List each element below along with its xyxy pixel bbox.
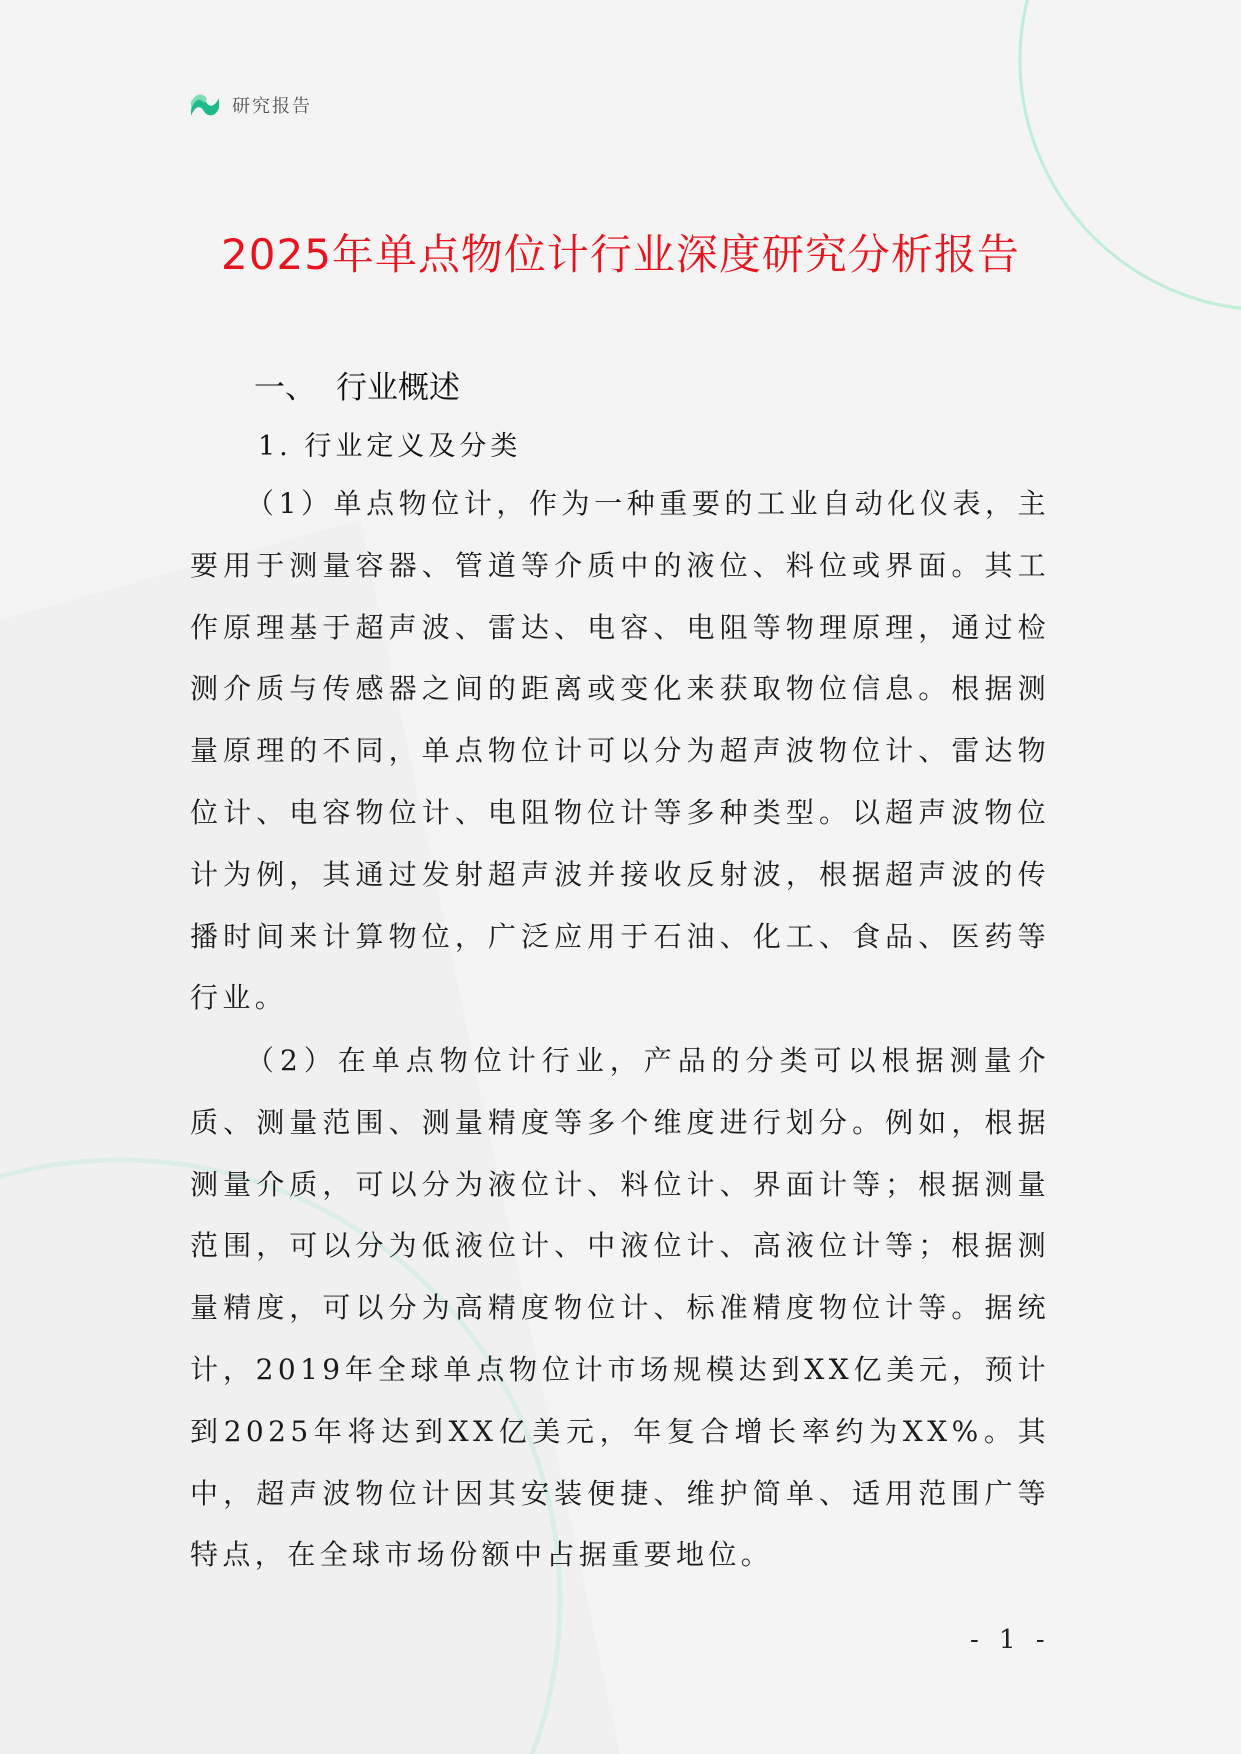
logo-icon xyxy=(188,88,222,122)
section-title: 行业概述 xyxy=(336,370,460,406)
paragraph-2: （2）在单点物位计行业，产品的分类可以根据测量介质、测量范围、测量精度等多个维度进行划分。例如，根据测量介质，可以分为液位计、料位计、界面计等；根据测量范围，可以分为低液位计、中液位计、高液位计等；根据测量精度，可以分为高精度物位计、标准精度物位计等。据统计，2019年全球单点物位计市场规模达到XX亿美元，预计到2025年将达到XX亿美元，年复合增长率约为XX%。其中，超声波物位计因其安装便捷、维护简单、适用范围广等特点，在全球市场份额中占据重要地位。 xyxy=(190,1044,1050,1572)
section-heading xyxy=(254,362,460,407)
header-label: 研究报告 xyxy=(232,96,312,117)
page-number: - 1 - xyxy=(970,1625,1051,1655)
section-number: 一、 xyxy=(254,370,316,406)
paragraph-1: （1）单点物位计，作为一种重要的工业自动化仪表，主要用于测量容器、管道等介质中的液位、料位或界面。其工作原理基于超声波、雷达、电容、电阻等物理原理，通过检测介质与传感器之间的距离或变化来获取物位信息。根据测量原理的不同，单点物位计可以分为超声波物位计、雷达物位计、电容物位计、电阻物位计等多种类型。以超声波物位计为例，其通过发射超声波并接收反射波，根据超声波的传播时间来计算物位，广泛应用于石油、化工、食品、医药等行业。 xyxy=(190,487,1050,1015)
report-header xyxy=(188,88,312,122)
document-title: 2025年单点物位计行业深度研究分析报告 xyxy=(221,230,1020,279)
subsection-heading: 1. 行业定义及分类 xyxy=(258,431,522,462)
